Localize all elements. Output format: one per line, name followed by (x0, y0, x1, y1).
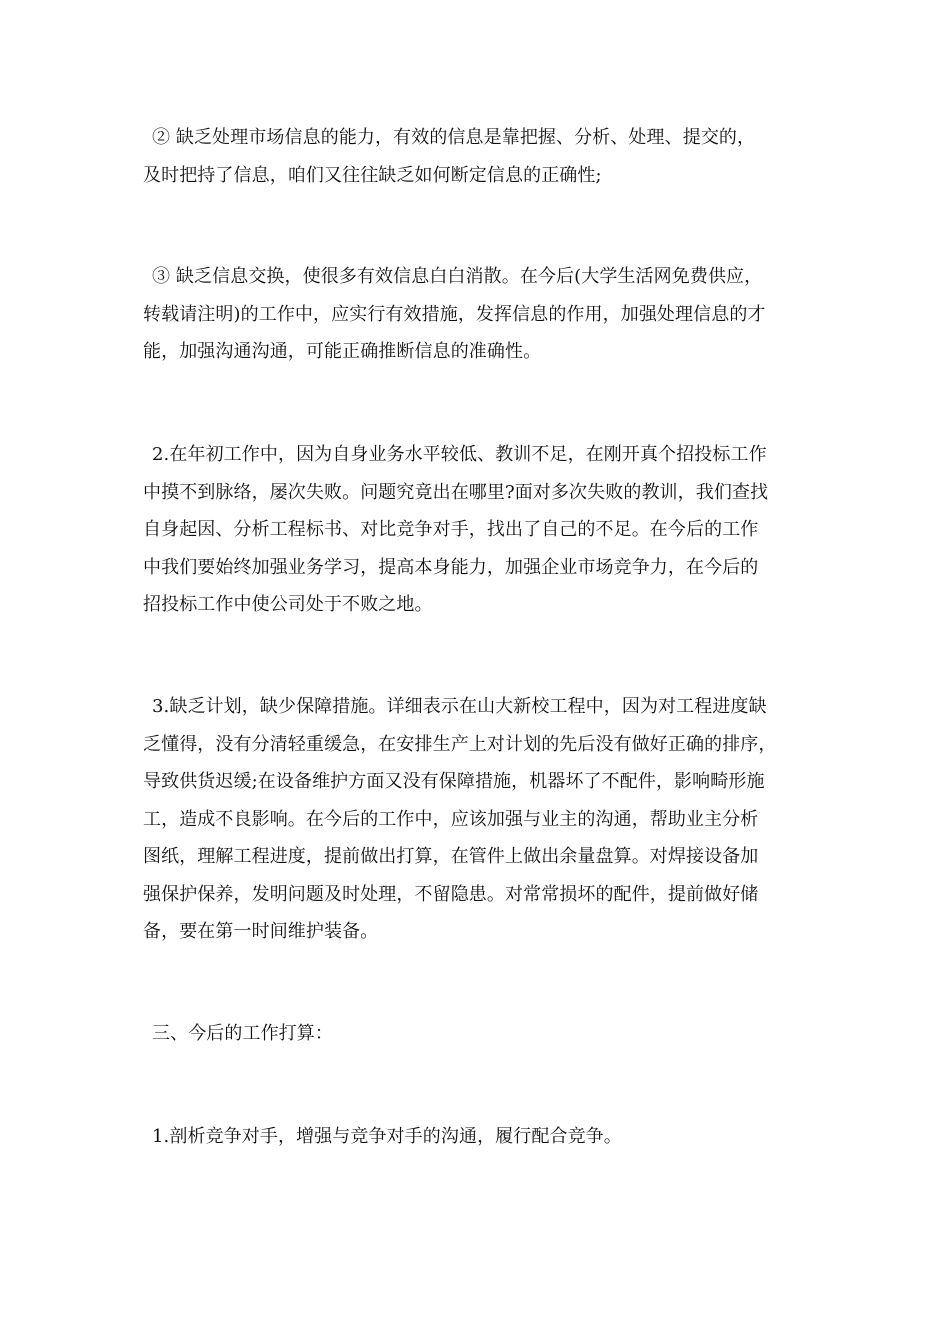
paragraph-information-exchange (143, 258, 813, 371)
text-line: 中我们要始终加强业务学习，提高本身能力，加强企业市场竞争力，在今后的 (143, 556, 759, 578)
paragraph-plan-item-1 (143, 1118, 813, 1156)
text-line: 招投标工作中使公司处于不败之地。 (143, 594, 433, 615)
text-line: ③ 缺乏信息交换，使很多有效信息白白消散。在今后(大学生活网免费供应， (152, 266, 763, 287)
text-line: 乏懂得，没有分清轻重缓急，在安排生产上对计划的先后没有做好正确的排序， (143, 733, 777, 755)
text-line: 1.剖析竞争对手，增强与竞争对手的沟通，履行配合竞争。 (152, 1126, 622, 1147)
text-line: 导致供货迟缓;在设备维护方面又没有保障措施，机器坏了不配件，影响畸形施 (143, 771, 765, 792)
text-line: 备，要在第一时间维护装备。 (143, 921, 379, 942)
section-heading-future-plans (143, 1015, 813, 1053)
text-line: 自身起因、分析工程标书、对比竞争对手，找出了自己的不足。在今后的工作 (143, 519, 759, 540)
text-line: 2.在年初工作中，因为自身业务水平较低、教训不足，在刚开真个招投标工作 (152, 444, 767, 465)
text-line: 及时把持了信息，咱们又往往缺乏如何断定信息的正确性; (143, 164, 602, 186)
text-line: 转载请注明)的工作中，应实行有效措施，发挥信息的作用，加强处理信息的才 (143, 303, 766, 325)
text-line: 3.缺乏计划，缺少保障措施。详细表示在山大新校工程中，因为对工程进度缺 (152, 696, 767, 717)
text-line: ② 缺乏处理市场信息的能力，有效的信息是靠把握、分析、处理、提交的， (152, 127, 756, 148)
text-line: 中摸不到脉络，屡次失败。问题究竟出在哪里?面对多次失败的教训，我们查找 (143, 481, 769, 503)
paragraph-item-3-planning (143, 688, 813, 951)
paragraph-item-2-bidding (143, 436, 813, 624)
text-line: 三、今后的工作打算： (152, 1023, 333, 1044)
text-line: 强保护保养，发明问题及时处理，不留隐患。对常常损坏的配件，提前做好储 (143, 883, 759, 905)
text-line: 工，造成不良影响。在今后的工作中，应该加强与业主的沟通，帮助业主分析 (143, 808, 759, 830)
text-line: 图纸，理解工程进度，提前做出打算，在管件上做出余量盘算。对焊接设备加 (143, 846, 759, 867)
text-line: 能，加强沟通沟通，可能正确推断信息的准确性。 (143, 341, 542, 362)
paragraph-information-handling (143, 119, 813, 194)
